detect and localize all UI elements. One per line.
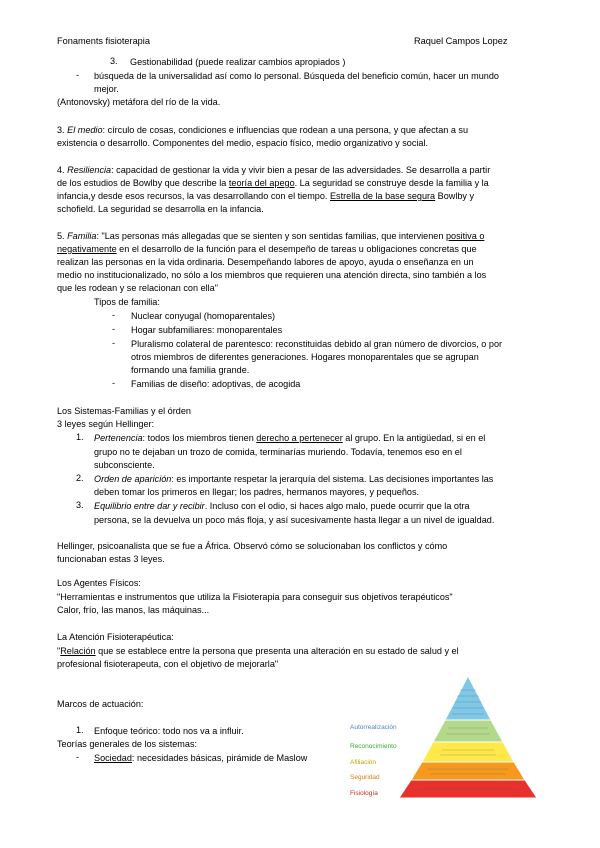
list-number: 3.	[110, 56, 118, 66]
atencion-line: profesional fisioterapeuta, con el objetivo de mejorarla"	[57, 659, 279, 669]
underlined-term: Sociedad	[94, 753, 132, 763]
medio-line: existencia o desarrollo. Componentes del medio, espacio físico, medio organizativo y social.	[57, 138, 429, 148]
text: : círculo de cosas, condiciones e influencias que rodean a una persona, y que afectan a su	[102, 125, 469, 135]
term-familia: Familia	[67, 231, 97, 241]
familia-paragraph	[57, 230, 484, 242]
list-number: 3.	[76, 500, 84, 510]
resiliencia-line	[57, 190, 474, 202]
marcos-title: Marcos de actuación:	[57, 699, 144, 709]
familia-line: que les rodean y se relacionan con ella"	[57, 283, 218, 293]
text: en el desarrollo de la función para el desempeño de tareas u obligaciones concretas que	[116, 244, 477, 254]
underlined-term: Relación	[60, 646, 96, 656]
text: : "Las personas más allegadas que se sienten y son sentidas familias, que intervienen	[96, 231, 446, 241]
term-medio: El medio	[67, 125, 103, 135]
pyramid-label: Autorrealización	[350, 724, 397, 731]
text: infancia,y desde esos recursos, la vas desarrollando con el tiempo.	[57, 191, 330, 201]
underlined-term: positiva o	[445, 231, 485, 241]
tipos-title: Tipos de familia:	[94, 297, 160, 307]
sociedad-line	[94, 752, 307, 764]
teorias-line: Teorías generales de los sistemas:	[57, 739, 198, 749]
list-number: 1.	[76, 432, 84, 442]
underlined-term: negativamente	[57, 244, 117, 254]
text: al grupo. En la antigüedad, si en el	[342, 433, 486, 443]
antonovsky-line: (Antonovsky) metáfora del río de la vida.	[57, 97, 221, 107]
bullet-dash: -	[112, 378, 116, 388]
law-line: deben tomar los primeros en llegar; los padres, hermanos mayores, y pequeños.	[94, 487, 420, 497]
law-line: subconsciente.	[94, 460, 155, 470]
bullet-dash: -	[112, 324, 116, 334]
list-item: formando una familia grande.	[131, 365, 250, 375]
pyramid-level-afiliacion	[422, 742, 514, 762]
list-item: Hogar subfamiliares: monoparentales	[131, 325, 283, 335]
law-line	[94, 473, 493, 485]
resiliencia-line	[57, 177, 489, 189]
text: : capacidad de gestionar la vida y vivir bien a pesar de las adversidades. Se desarrolla a partir	[111, 165, 491, 175]
law-line	[94, 432, 485, 444]
pyramid-label: Reconocimiento	[350, 743, 397, 750]
medio-paragraph	[57, 124, 468, 136]
pyramid-level-autorrealizacion	[445, 676, 491, 720]
bullet-dash: -	[112, 310, 116, 320]
text: . Incluso con el odio, si haces algo malo, puede ocurrir que la otra	[204, 501, 470, 511]
atencion-line	[57, 645, 459, 657]
atencion-title: La Atención Fisioterapéutica:	[57, 632, 174, 642]
text: "	[57, 646, 61, 656]
resiliencia-line: schofield. La seguridad se desarrolla en la infancia.	[57, 204, 264, 214]
familia-line	[57, 243, 477, 255]
list-number: 3.	[57, 125, 65, 135]
sistemas-subtitle: 3 leyes según Hellinger:	[57, 419, 155, 429]
text: Bowlby y	[435, 191, 475, 201]
pyramid-label: Afiliación	[350, 759, 377, 766]
maslow-pyramid	[344, 676, 540, 800]
header-title: Fonaments fisioterapia	[57, 36, 150, 46]
list-number: 1.	[76, 725, 84, 735]
bullet-dash: -	[76, 752, 80, 762]
law-line	[94, 500, 470, 512]
list-number: 2.	[76, 473, 84, 483]
pyramid-level-reconocimiento	[433, 720, 503, 742]
text: : es importante respetar la jerarquía del sistema. Las decisiones importantes las	[171, 474, 494, 484]
list-number: 5.	[57, 231, 65, 241]
agentes-line: Calor, frío, las manos, las máquinas...	[57, 605, 210, 615]
pyramid-label: Seguridad	[350, 774, 380, 781]
bullet-line: búsqueda de la universalidad así como lo personal. Búsqueda del beneficio común, hacer un mundo	[94, 71, 499, 81]
sistemas-title: Los Sistemas-Familias y el órden	[57, 406, 191, 416]
underlined-term: Estrella de la base segura	[329, 191, 436, 201]
list-item: Familias de diseño: adoptivas, de acogida	[131, 379, 301, 389]
agentes-title: Los Agentes Físicos:	[57, 578, 141, 588]
list-number: 4.	[57, 165, 65, 175]
pyramid-label: Fisiología	[350, 790, 378, 797]
header-author: Raquel Campos Lopez	[414, 36, 508, 46]
text: que se establece entre la persona que presenta una alteración en su estado de salud y el	[95, 646, 459, 656]
text: : necesidades básicas, pirámide de Maslow	[131, 753, 308, 763]
underlined-term: teoría del apego	[228, 178, 295, 188]
agentes-line: "Herramientas e instrumentos que utiliza la Fisioterapia para conseguir sus objetivos terapéuticos"	[57, 592, 453, 602]
list-item: Nuclear conyugal (homoparentales)	[131, 311, 276, 321]
term-resiliencia: Resiliencia	[67, 165, 112, 175]
pyramid-level-seguridad	[411, 762, 525, 780]
bullet-dash: -	[112, 338, 116, 348]
hellinger-line: funcionaban estas 3 leyes.	[57, 554, 165, 564]
term-orden: Orden de aparición	[94, 474, 172, 484]
bullet-line: mejor.	[94, 84, 119, 94]
resiliencia-paragraph	[57, 164, 490, 176]
familia-line: realizan las personas en la vida ordinaria. Desempeñando labores de apoyo, ayuda o enseñanza en un	[57, 257, 474, 267]
term-equilibrio: Equilibrio entre dar y recibir	[94, 501, 205, 511]
term-pertenencia: Pertenencia	[94, 433, 143, 443]
item-gestionabilidad: Gestionabilidad (puede realizar cambios apropiados )	[130, 57, 346, 67]
marcos-item: Enfoque teórico: todo nos va a influir.	[94, 726, 244, 736]
text: : todos los miembros tienen	[142, 433, 257, 443]
text: de los estudios de Bowlby que describe la	[57, 178, 229, 188]
law-line: grupo no te dejaban un trozo de comida, terminarías muriendo. Todavía, tenemos eso en el	[94, 447, 462, 457]
familia-line: medio no institucionalizado, no sólo a los miembros que requieren una atención directa, sino también a los	[57, 270, 487, 280]
underlined-term: derecho a pertenecer	[256, 433, 343, 443]
bullet-dash: -	[76, 70, 80, 80]
hellinger-line: Hellinger, psicoanalista que se fue a África. Observó cómo se solucionaban los conflictos y cómo	[57, 541, 448, 551]
list-item: Pluralismo colateral de parentesco: reconstituidas debido al gran número de divorcios, o por	[131, 339, 503, 349]
text: . La seguridad se construye desde la familia y la	[294, 178, 489, 188]
law-line: persona, se la devuelva un poco más floja, y así sucesivamente hasta llegar a un nivel de igualdad.	[94, 515, 495, 525]
pyramid-svg	[344, 676, 540, 800]
list-item: otros miembros de diferentes generaciones. Hogares monoparentales que se agrupan	[131, 352, 479, 362]
